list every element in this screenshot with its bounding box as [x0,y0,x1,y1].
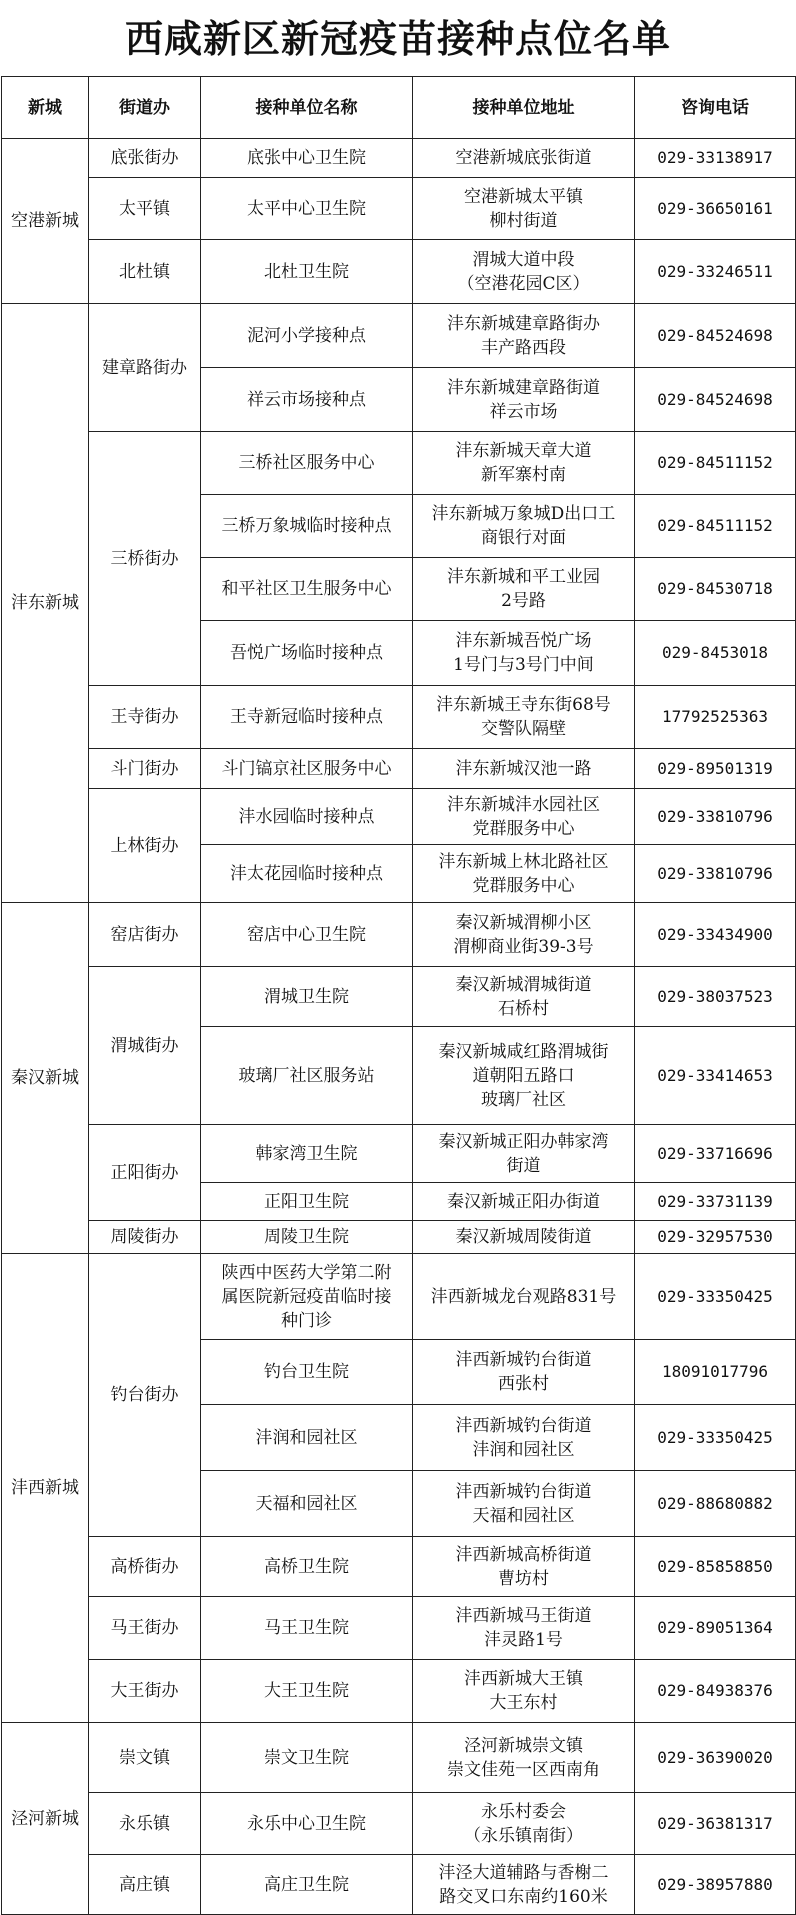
unit-cell: 沣润和园社区 [201,1405,413,1471]
address-cell: 沣东新城王寺东街68号 交警队隔壁 [413,686,635,749]
address-cell: 沣东新城上林北路社区 党群服务中心 [413,845,635,903]
phone-cell: 029-33350425 [635,1405,796,1471]
table-row [2,1254,796,1340]
street-cell: 太平镇 [89,178,201,240]
address-cell: 永乐村委会 （永乐镇南街） [413,1793,635,1855]
header-row [2,77,796,139]
street-cell: 上林街办 [89,789,201,903]
table-row [2,686,796,749]
street-cell: 北杜镇 [89,240,201,304]
vaccination-sites-table [1,76,796,1915]
table-row [2,432,796,495]
unit-cell: 沣太花园临时接种点 [201,845,413,903]
table-row [2,1660,796,1723]
address-cell: 沣东新城吾悦广场 1号门与3号门中间 [413,621,635,686]
street-cell: 三桥街办 [89,432,201,686]
phone-cell: 029-38037523 [635,967,796,1027]
table-row [2,1221,796,1254]
phone-cell: 029-33434900 [635,903,796,967]
address-cell: 秦汉新城正阳办韩家湾 街道 [413,1125,635,1183]
address-cell: 沣西新城大王镇 大王东村 [413,1660,635,1723]
city-cell: 泾河新城 [2,1723,89,1915]
phone-cell: 029-36650161 [635,178,796,240]
table-row [2,967,796,1027]
address-cell: 渭城大道中段 （空港花园C区） [413,240,635,304]
unit-cell: 王寺新冠临时接种点 [201,686,413,749]
address-cell: 秦汉新城周陵街道 [413,1221,635,1254]
phone-cell: 029-36390020 [635,1723,796,1793]
unit-cell: 三桥万象城临时接种点 [201,495,413,558]
unit-cell: 和平社区卫生服务中心 [201,558,413,621]
city-cell: 沣东新城 [2,304,89,903]
phone-cell: 029-84938376 [635,1660,796,1723]
unit-cell: 玻璃厂社区服务站 [201,1027,413,1125]
address-cell: 沣东新城沣水园社区 党群服务中心 [413,789,635,845]
phone-cell: 029-88680882 [635,1471,796,1537]
phone-cell: 029-38957880 [635,1855,796,1915]
unit-cell: 马王卫生院 [201,1597,413,1660]
unit-cell: 周陵卫生院 [201,1221,413,1254]
address-cell: 秦汉新城咸红路渭城街 道朝阳五路口 玻璃厂社区 [413,1027,635,1125]
header-street: 街道办 [89,77,201,139]
phone-cell: 029-33810796 [635,845,796,903]
unit-cell: 吾悦广场临时接种点 [201,621,413,686]
address-cell: 沣西新城钓台街道 西张村 [413,1340,635,1405]
street-cell: 高庄镇 [89,1855,201,1915]
street-cell: 马王街办 [89,1597,201,1660]
table-row [2,304,796,368]
table-row [2,749,796,789]
table-row [2,1855,796,1915]
city-cell: 空港新城 [2,139,89,304]
street-cell: 渭城街办 [89,967,201,1125]
table-row [2,1723,796,1793]
address-cell: 秦汉新城正阳办街道 [413,1183,635,1221]
address-cell: 沣西新城钓台街道 天福和园社区 [413,1471,635,1537]
street-cell: 正阳街办 [89,1125,201,1221]
table-row [2,139,796,178]
header-city: 新城 [2,77,89,139]
phone-cell: 029-33716696 [635,1125,796,1183]
phone-cell: 029-84524698 [635,368,796,432]
street-cell: 永乐镇 [89,1793,201,1855]
phone-cell: 029-8453018 [635,621,796,686]
unit-cell: 崇文卫生院 [201,1723,413,1793]
street-cell: 崇文镇 [89,1723,201,1793]
address-cell: 沣东新城和平工业园 2号路 [413,558,635,621]
city-cell: 沣西新城 [2,1254,89,1723]
unit-cell: 高庄卫生院 [201,1855,413,1915]
street-cell: 建章路街办 [89,304,201,432]
address-cell: 沣东新城建章路街道 祥云市场 [413,368,635,432]
phone-cell: 029-84524698 [635,304,796,368]
table-row [2,1597,796,1660]
street-cell: 王寺街办 [89,686,201,749]
unit-cell: 陕西中医药大学第二附 属医院新冠疫苗临时接 种门诊 [201,1254,413,1340]
unit-cell: 北杜卫生院 [201,240,413,304]
address-cell: 秦汉新城渭柳小区 渭柳商业街39-3号 [413,903,635,967]
address-cell: 空港新城底张街道 [413,139,635,178]
phone-cell: 029-33350425 [635,1254,796,1340]
unit-cell: 高桥卫生院 [201,1537,413,1597]
phone-cell: 029-33810796 [635,789,796,845]
address-cell: 沣西新城钓台街道 沣润和园社区 [413,1405,635,1471]
phone-cell: 18091017796 [635,1340,796,1405]
unit-cell: 太平中心卫生院 [201,178,413,240]
unit-cell: 天福和园社区 [201,1471,413,1537]
address-cell: 沣东新城万象城D出口工 商银行对面 [413,495,635,558]
header-phone: 咨询电话 [635,77,796,139]
table-row [2,178,796,240]
header-unit: 接种单位名称 [201,77,413,139]
phone-cell: 029-85858850 [635,1537,796,1597]
street-cell: 钓台街办 [89,1254,201,1537]
unit-cell: 大王卫生院 [201,1660,413,1723]
address-cell: 沣东新城建章路街办 丰产路西段 [413,304,635,368]
unit-cell: 斗门镐京社区服务中心 [201,749,413,789]
phone-cell: 029-89051364 [635,1597,796,1660]
phone-cell: 029-33414653 [635,1027,796,1125]
table-row [2,240,796,304]
unit-cell: 沣水园临时接种点 [201,789,413,845]
street-cell: 底张街办 [89,139,201,178]
table-row [2,789,796,845]
header-address: 接种单位地址 [413,77,635,139]
phone-cell: 029-84511152 [635,432,796,495]
address-cell: 泾河新城崇文镇 崇文佳苑一区西南角 [413,1723,635,1793]
address-cell: 沣西新城高桥街道 曹坊村 [413,1537,635,1597]
phone-cell: 029-33138917 [635,139,796,178]
city-cell: 秦汉新城 [2,903,89,1254]
phone-cell: 029-33246511 [635,240,796,304]
table-row [2,1125,796,1183]
page-title: 西咸新区新冠疫苗接种点位名单 [124,17,671,61]
address-cell: 沣西新城龙台观路831号 [413,1254,635,1340]
phone-cell: 029-36381317 [635,1793,796,1855]
phone-cell: 029-84511152 [635,495,796,558]
table-row [2,903,796,967]
street-cell: 大王街办 [89,1660,201,1723]
phone-cell: 029-33731139 [635,1183,796,1221]
street-cell: 斗门街办 [89,749,201,789]
phone-cell: 029-89501319 [635,749,796,789]
address-cell: 秦汉新城渭城街道 石桥村 [413,967,635,1027]
phone-cell: 029-84530718 [635,558,796,621]
street-cell: 高桥街办 [89,1537,201,1597]
unit-cell: 底张中心卫生院 [201,139,413,178]
unit-cell: 韩家湾卫生院 [201,1125,413,1183]
unit-cell: 永乐中心卫生院 [201,1793,413,1855]
unit-cell: 正阳卫生院 [201,1183,413,1221]
phone-cell: 17792525363 [635,686,796,749]
address-cell: 沣泾大道辅路与香榭二 路交叉口东南约160米 [413,1855,635,1915]
unit-cell: 三桥社区服务中心 [201,432,413,495]
phone-cell: 029-32957530 [635,1221,796,1254]
unit-cell: 钓台卫生院 [201,1340,413,1405]
unit-cell: 泥河小学接种点 [201,304,413,368]
table-row [2,1793,796,1855]
address-cell: 沣东新城汉池一路 [413,749,635,789]
address-cell: 沣东新城天章大道 新军寨村南 [413,432,635,495]
unit-cell: 渭城卫生院 [201,967,413,1027]
address-cell: 空港新城太平镇 柳村街道 [413,178,635,240]
unit-cell: 窑店中心卫生院 [201,903,413,967]
street-cell: 窑店街办 [89,903,201,967]
unit-cell: 祥云市场接种点 [201,368,413,432]
table-row [2,1537,796,1597]
street-cell: 周陵街办 [89,1221,201,1254]
address-cell: 沣西新城马王街道 沣灵路1号 [413,1597,635,1660]
